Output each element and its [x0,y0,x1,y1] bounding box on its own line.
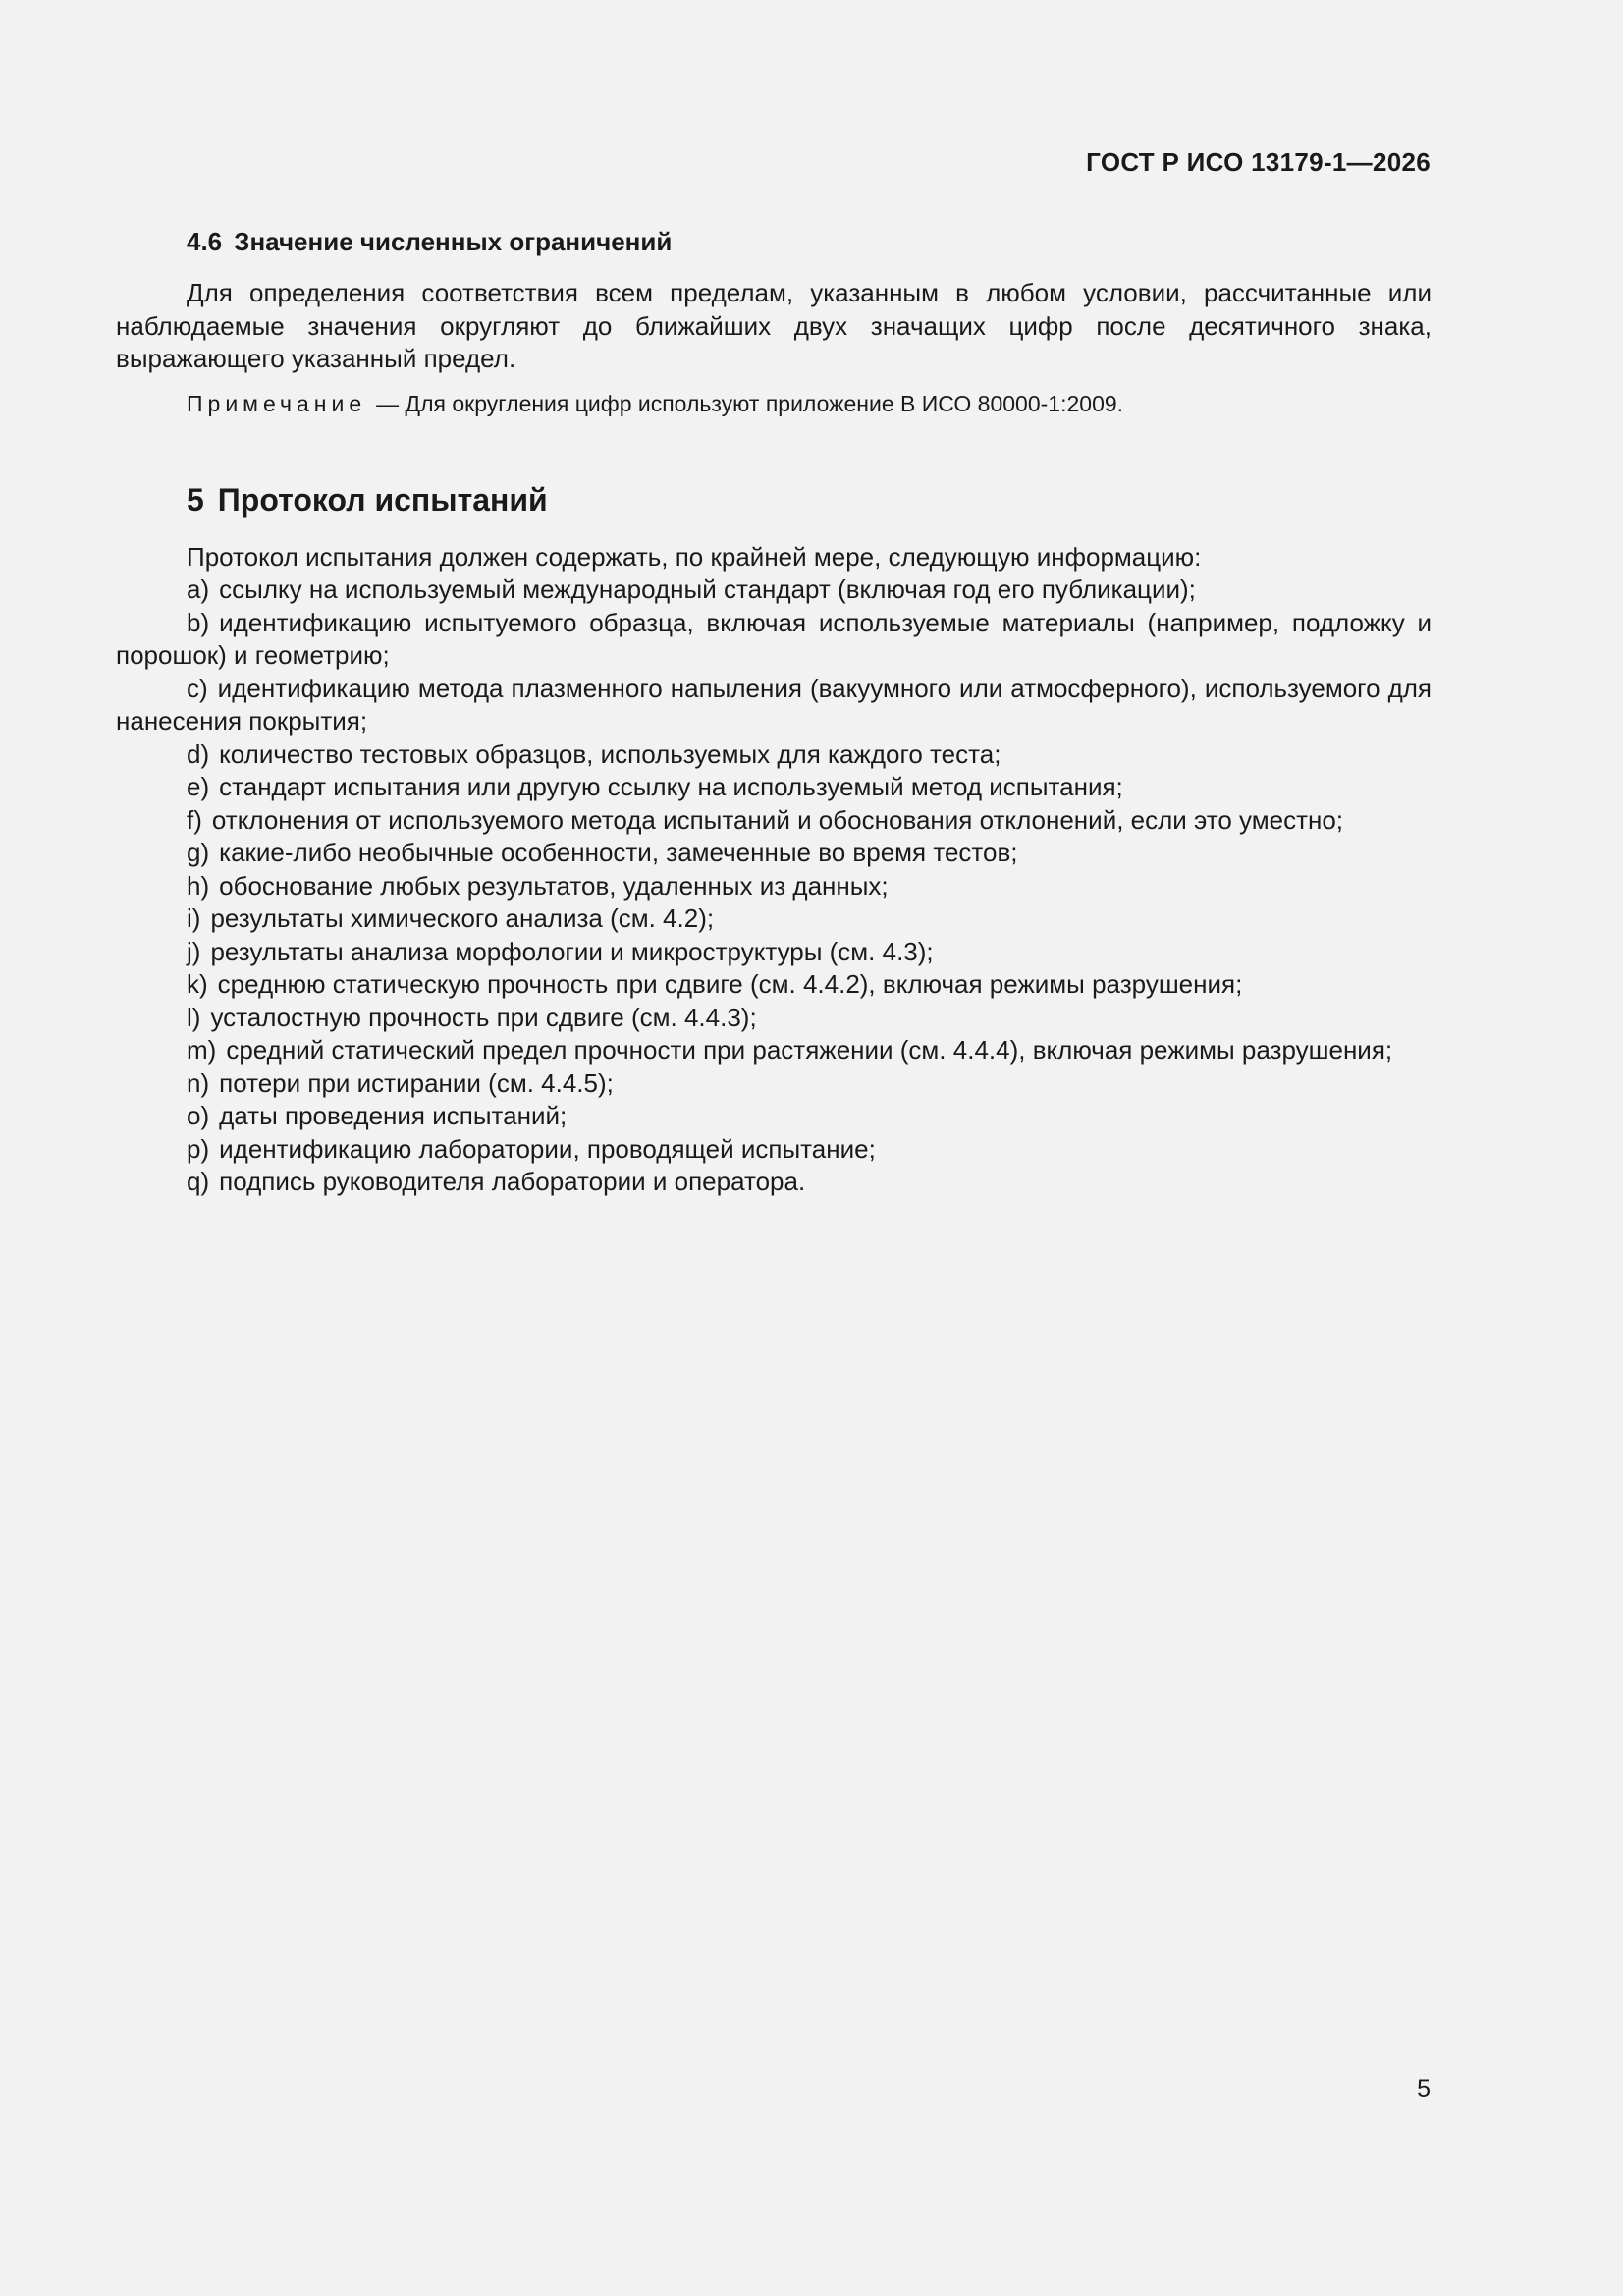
list-item [116,607,1432,673]
list-item-text: обоснование любых результатов, удаленных из данных; [219,870,889,901]
list-item-text: усталостную прочность при сдвиге (см. 4.4.3); [210,1002,757,1032]
list-item [116,1166,1432,1199]
list-item-marker: b) [187,607,210,637]
list-item-marker: n) [187,1067,210,1098]
list-item [116,1034,1432,1067]
list-item-text: идентификацию метода плазменного напыления (вакуумного или атмосферного), используемого для нанесения покрытия; [116,673,1432,736]
section-5-intro: Протокол испытания должен содержать, по крайней мере, следующую информацию: [187,541,1202,572]
list-item [116,771,1432,804]
list-item-marker: q) [187,1167,210,1196]
list-item [116,870,1432,903]
note [116,388,1432,419]
list-item [116,1002,1432,1035]
list-item-marker: g) [187,838,210,867]
list-item [116,837,1432,870]
list-item-marker: e) [187,772,210,801]
list-item [116,1133,1432,1167]
list-item-marker: m) [187,1035,217,1065]
document-header-id: ГОСТ Р ИСО 13179-1—2026 [1086,147,1431,177]
list-item-text: стандарт испытания или другую ссылку на используемый метод испытания; [219,772,1123,801]
list-item-marker: l) [187,1002,201,1032]
list-item [116,902,1432,936]
list-item-text: средний статический предел прочности при растяжении (см. 4.4.4), включая режимы разрушения; [226,1035,1393,1065]
list-item-marker: p) [187,1133,210,1164]
page-content [116,224,1432,1199]
subsection-title: Значение численных ограничений [234,227,673,256]
list-item [116,1100,1432,1133]
list-item-marker: k) [187,969,208,999]
list-item [116,968,1432,1002]
list-item [116,673,1432,738]
list-item [116,936,1432,969]
list-item-marker: a) [187,574,210,604]
section-number: 5 [187,481,204,518]
list-item-text: результаты химического анализа (см. 4.2); [210,903,715,933]
section-5-heading [116,480,1432,519]
list-item-marker: i) [187,903,201,933]
list-item-text: отклонения от используемого метода испытаний и обоснования отклонений, если это уместно; [211,804,1344,835]
subsection-4-6-heading [116,224,1432,259]
list-item-text: какие-либо необычные особенности, замеченные во время тестов; [219,838,1018,867]
list-item [116,1067,1432,1101]
report-requirements-list [116,574,1432,1199]
page-number: 5 [1417,2075,1431,2103]
list-item-text: даты проведения испытаний; [219,1101,568,1130]
note-label: Примечание [187,390,367,416]
list-item-marker: f) [187,804,202,835]
list-item-text: потери при истирании (см. 4.4.5); [219,1067,614,1098]
list-item-text: среднюю статическую прочность при сдвиге (см. 4.4.2), включая режимы разрушения; [217,969,1243,999]
list-item-text: ссылку на используемый международный стандарт (включая год его публикации); [219,574,1196,604]
list-item-text: количество тестовых образцов, используемых для каждого теста; [219,738,1001,769]
list-item-text: подпись руководителя лаборатории и оператора. [219,1167,806,1196]
list-item-marker: j) [187,936,201,966]
subsection-4-6-paragraph: Для определения соответствия всем пределам, указанным в любом условии, рассчитанные или наблюдаемые значения округляют до ближайших двух значащих цифр после десятичного знака, выражающего указанный предел. [116,278,1432,373]
list-item-marker: c) [187,673,208,703]
note-text: — Для округления цифр используют приложение В ИСО 80000-1:2009. [376,390,1124,416]
list-item-text: идентификацию испытуемого образца, включая используемые материалы (например, подложку и порошок) и геометрию; [116,607,1432,670]
list-item-marker: h) [187,870,210,901]
list-item-text: результаты анализа морфологии и микроструктуры (см. 4.3); [210,936,934,966]
section-title: Протокол испытаний [217,481,548,518]
list-item [116,574,1432,607]
list-item-marker: d) [187,738,210,769]
list-item-text: идентификацию лаборатории, проводящей испытание; [219,1133,876,1164]
list-item-marker: o) [187,1101,210,1130]
list-item [116,738,1432,772]
list-item [116,804,1432,838]
subsection-number: 4.6 [187,227,223,256]
